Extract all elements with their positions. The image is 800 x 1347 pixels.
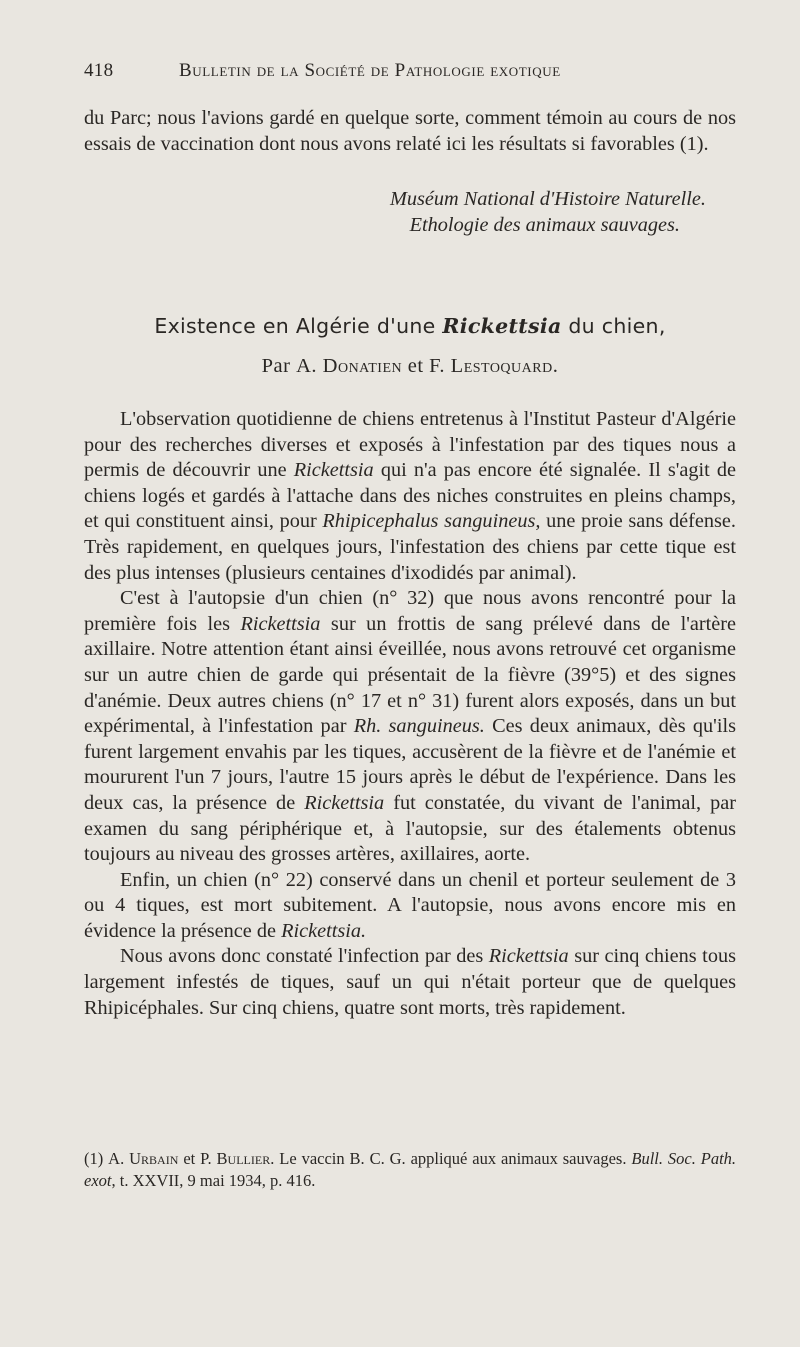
footnote-marker: (1) [84, 1149, 104, 1168]
previous-article-text [84, 106, 736, 157]
body-paragraph-2: C'est à l'autopsie d'un chien (n° 32) que nous avons rencontré pour la première fois les Rickettsia sur un frottis de sang prélevé dans de l'artère axillaire. Notre attention étant ainsi éveillée, nous avons retrouvé cet organisme sur un autre chien de garde qui présentait de la fièvre (39°5) et des signes d'anémie. Deux autres chiens (n° 17 et n° 31) furent alors exposés, dans un but expérimental, à l'infestation par Rh. sanguineus. Ces deux animaux, dès qu'ils furent largement envahis par les tiques, accusèrent de la fièvre et de l'anémie et moururent l'un 7 jours, l'autre 15 jours après le début de l'expérience. Dans les deux cas, la présence de Rickettsia fut constatée, du vivant de l'animal, par examen du sang périphérique et, à l'autopsie, sur des étalements obtenus toujours au niveau des grosses artères, axillaires, aorte. [84, 587, 737, 866]
author-1: A. Donatien [296, 355, 403, 377]
article-body [84, 407, 736, 1021]
affiliation-line-2: Ethologie des animaux sauvages. [409, 214, 680, 236]
running-head [84, 60, 716, 82]
author-2: F. Lestoquard. [429, 355, 559, 377]
affiliation-line-1: Muséum National d'Histoire Naturelle. [389, 188, 706, 210]
title-genus: Rickettsia [442, 314, 562, 338]
byline: Par A. Donatien et F. Lestoquard. [261, 355, 559, 377]
body-paragraph-3: Enfin, un chien (n° 22) conservé dans un chenil et porteur seulement de 3 ou 4 tiques, est mort subitement. A l'autopsie, nous avons encore mis en évidence la présence de Rickettsia. [84, 868, 736, 942]
article-title: Existence en Algérie d'une Rickettsia du chien, [154, 314, 666, 338]
page-number: 418 [84, 60, 114, 81]
footnote-reference: (1) [679, 132, 704, 155]
body-paragraph-4: Nous avons donc constaté l'infection par des Rickettsia sur cinq chiens tous largement infestés de tiques, sauf un qui n'était porteur que de quelques Rhipicéphales. Sur cinq chiens, quatre sont morts, très rapidement. [84, 945, 736, 1019]
footnote: (1) A. Urbain et P. Bullier. Le vaccin B. C. G. appliqué aux animaux sauvages. Bull. Soc. Path. exot, t. XXVII, 9 mai 1934, p. 416. [84, 1149, 737, 1190]
previous-article-closing-paragraph: du Parc; nous l'avions gardé en quelque sorte, comment témoin au cours de nos essais de vaccination dont nous avons relaté ici les résultats si favorables (1). [84, 107, 736, 155]
footnote-journal: Bull. Soc. Path. exot [84, 1149, 737, 1190]
journal-title: Bulletin de la Société de Pathologie exotique [179, 60, 561, 81]
body-paragraph-1: L'observation quotidienne de chiens entretenus à l'Institut Pasteur d'Algérie pour des recherches diverses et exposés à l'infestation par des tiques nous a permis de découvrir une Rickettsia qui n'a pas encore été signalée. Il s'agit de chiens logés et gardés à l'attache dans des niches construites en pleins champs, et qui constituent ainsi, pour Rhipicephalus sanguineus, une proie sans défense. Très rapidement, en quelques jours, l'infestation des chiens par cette tique est des plus intenses (plusieurs centaines d'ixodidés par animal). [84, 408, 737, 584]
